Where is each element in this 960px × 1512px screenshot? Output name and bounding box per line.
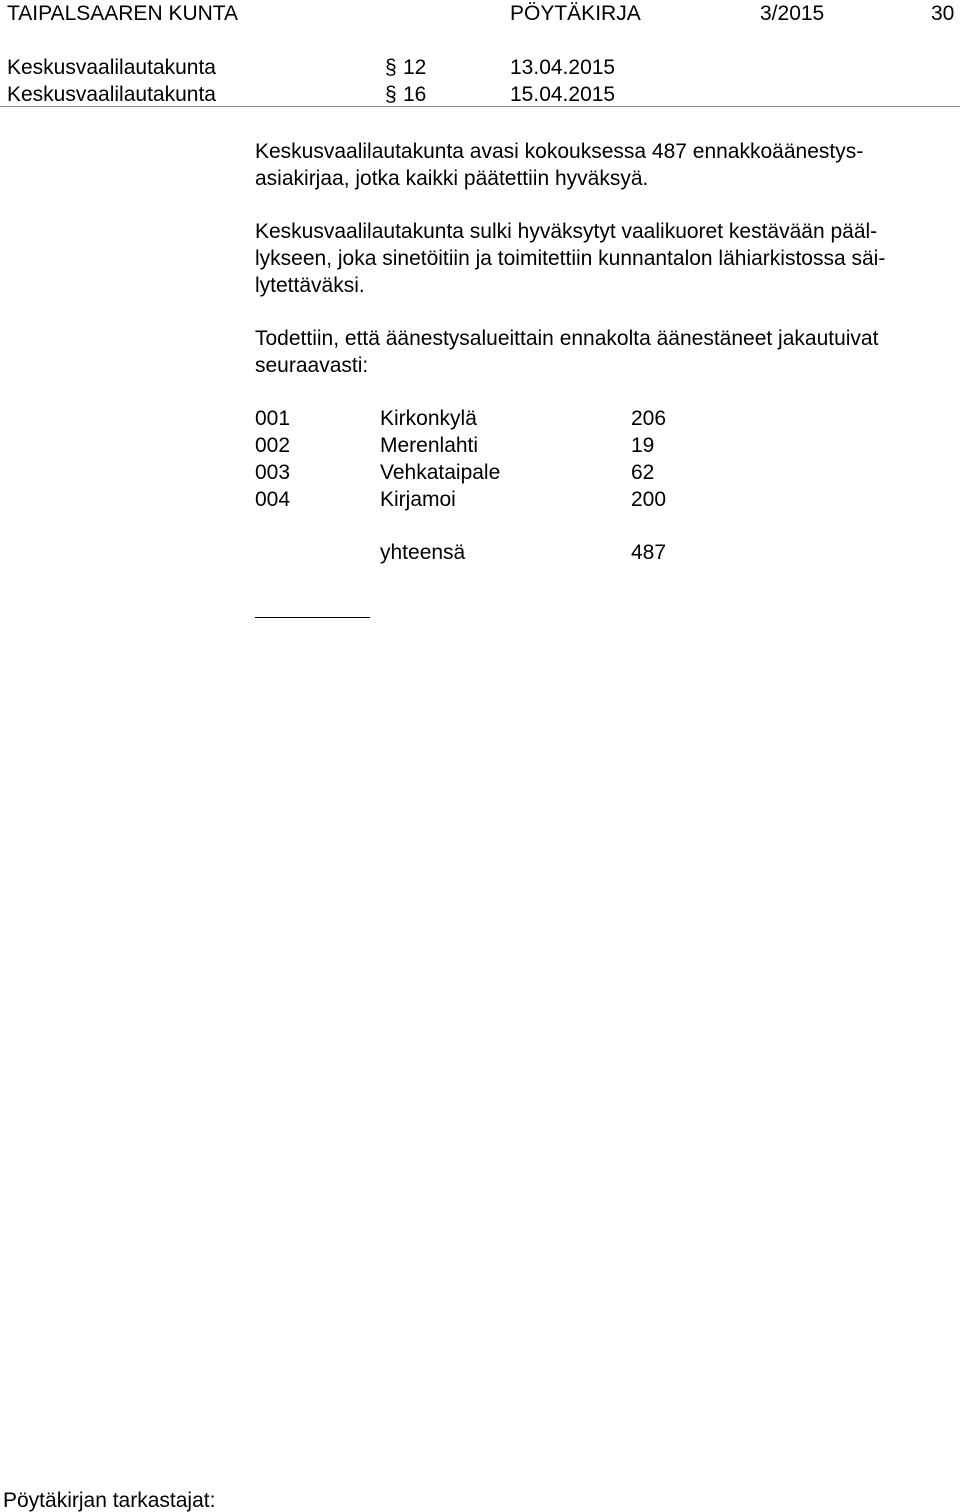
district-code: 002 xyxy=(255,434,291,457)
document-number: 3/2015 xyxy=(760,2,825,25)
paragraph-line: seuraavasti: xyxy=(255,354,369,377)
paragraph-line: Keskusvaalilautakunta avasi kokouksessa 487 ennakkoäänestys- xyxy=(255,140,864,163)
paragraph-line: Todettiin, että äänestysalueittain ennakolta äänestäneet jakautuivat xyxy=(255,327,879,350)
meeting-date-2: 15.04.2015 xyxy=(510,83,616,106)
document-type: PÖYTÄKIRJA xyxy=(510,2,641,25)
section-number-1: 12 xyxy=(403,56,427,79)
meeting-date-1: 13.04.2015 xyxy=(510,56,616,79)
section-symbol-2: § xyxy=(385,83,397,106)
paragraph-distribution xyxy=(255,325,945,379)
district-name: Merenlahti xyxy=(380,434,479,457)
paragraph-sealing xyxy=(255,218,945,299)
district-name: Kirkonkylä xyxy=(380,407,477,430)
section-symbol-1: § xyxy=(385,56,397,79)
paragraph-opening xyxy=(255,138,945,192)
section-number-2: 16 xyxy=(403,83,427,106)
header-divider xyxy=(0,106,960,107)
reviewers-label: Pöytäkirjan tarkastajat: xyxy=(3,1489,216,1512)
district-votes: 19 xyxy=(631,434,655,457)
paragraph-line: asiakirjaa, jotka kaikki päätettiin hyväksyä. xyxy=(255,167,649,190)
page-number: 30 xyxy=(931,2,955,25)
total-votes: 487 xyxy=(631,541,667,564)
district-votes: 206 xyxy=(631,407,667,430)
district-code: 001 xyxy=(255,407,291,430)
meeting-body-1: Keskusvaalilautakunta xyxy=(7,56,216,79)
district-name: Kirjamoi xyxy=(380,488,456,511)
signature-line xyxy=(255,617,370,618)
organization-name: TAIPALSAAREN KUNTA xyxy=(7,2,239,25)
paragraph-line: lykseen, joka sinetöitiin ja toimitettiin kunnantalon lähiarkistossa säi- xyxy=(255,247,886,270)
district-votes: 62 xyxy=(631,461,655,484)
meeting-body-2: Keskusvaalilautakunta xyxy=(7,83,216,106)
paragraph-line: lytettäväksi. xyxy=(255,274,365,297)
district-name: Vehkataipale xyxy=(380,461,501,484)
district-votes: 200 xyxy=(631,488,667,511)
district-code: 004 xyxy=(255,488,291,511)
district-code: 003 xyxy=(255,461,291,484)
paragraph-line: Keskusvaalilautakunta sulki hyväksytyt vaalikuoret kestävään pääl- xyxy=(255,220,878,243)
total-label: yhteensä xyxy=(380,541,466,564)
